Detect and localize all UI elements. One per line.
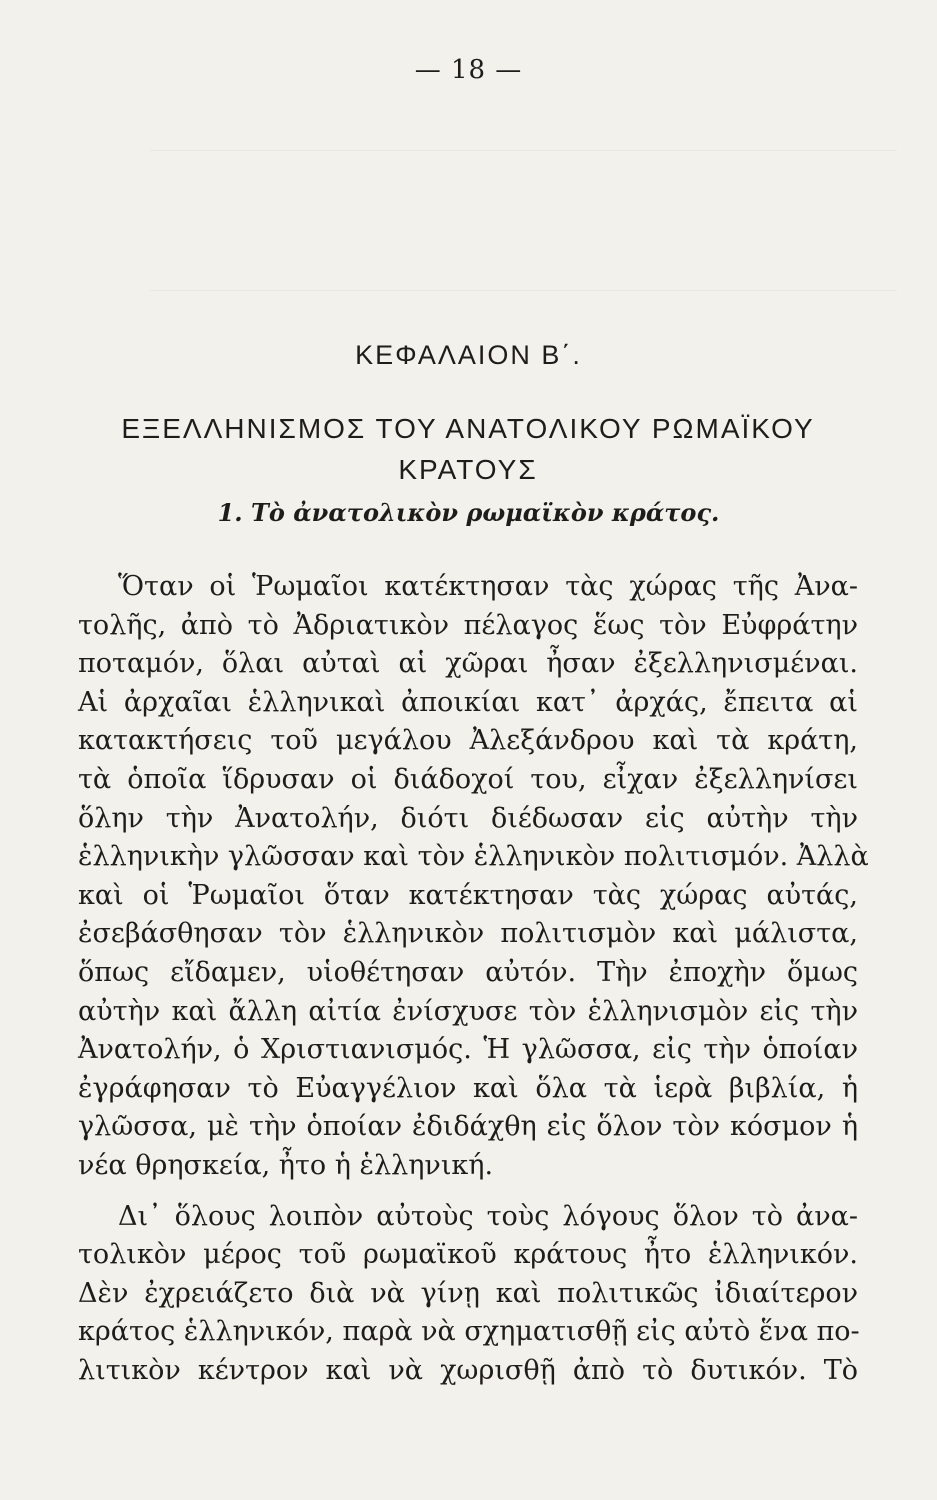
paragraph-1 [78,568,869,1186]
text-line: Ἀνατολήν, ὁ Χριστιανισμός. Ἡ γλῶσσα, εἰς τὴν ὁποίαν [78,1034,858,1066]
chapter-label: ΚΕΦΑΛΑΙΟΝ Β΄. [355,340,582,370]
text-line: τολικὸν μέρος τοῦ ρωμαϊκοῦ κράτους ἦτο ἑλληνικόν. [78,1239,858,1271]
page-number: — 18 — [414,55,523,85]
text-line: κατακτήσεις τοῦ μεγάλου Ἀλεξάνδρου καὶ τὰ κράτη, [78,725,858,757]
text-line: ἐσεβάσθησαν τὸν ἑλληνικὸν πολιτισμὸν καὶ μάλιστα, [78,918,858,950]
text-line: καὶ οἱ Ῥωμαῖοι ὅταν κατέκτησαν τὰς χώρας αὐτάς, [78,879,858,911]
text-line: ὅλην τὴν Ἀνατολήν, διότι διέδωσαν εἰς αὐτὴν τὴν [78,802,858,834]
text-line: Δὲν ἐχρειάζετο διὰ νὰ γίνῃ καὶ πολιτικῶς ἰδιαίτερον [78,1277,858,1309]
text-line: τολῆς, ἀπὸ τὸ Ἀδριατικὸν πέλαγος ἕως τὸν Εὐφράτην [78,609,858,641]
text-line: ὅπως εἴδαμεν, υἱοθέτησαν αὐτόν. Τὴν ἐποχὴν ὅμως [78,956,858,988]
bleed-through-line [150,290,897,291]
text-line: νέα θρησκεία, ἦτο ἡ ἑλληνική. [78,1149,494,1181]
text-line: κράτος ἑλληνικόν, παρὰ νὰ σχηματισθῇ εἰς αὐτὸ ἕνα πο- [78,1316,860,1348]
chapter-title-line: ΚΡΑΤΟΥΣ [398,454,538,485]
text-line: λιτικὸν κέντρον καὶ νὰ χωρισθῇ ἀπὸ τὸ δυτικόν. Τὸ [78,1354,858,1386]
text-line: ἑλληνικὴν γλῶσσαν καὶ τὸν ἑλληνικὸν πολιτισμόν. Ἀλλὰ [78,841,869,873]
text-line: ἐγράφησαν τὸ Εὐαγγέλιον καὶ ὅλα τὰ ἱερὰ βιβλία, ἡ [78,1072,858,1104]
chapter-title-line: ΕΞΕΛΛΗΝΙΣΜΟΣ ΤΟΥ ΑΝΑΤΟΛΙΚΟΥ ΡΩΜΑΪΚΟΥ [121,413,815,444]
text-line: Δι᾽ ὅλους λοιπὸν αὐτοὺς τοὺς λόγους ὅλον τὸ ἀνα- [118,1200,858,1232]
section-heading: 1. Τὸ ἀνατολικὸν ρωμαϊκὸν κράτος. [217,498,720,527]
paragraph-2 [78,1198,858,1391]
chapter-title [78,408,858,490]
body-text [78,568,869,1390]
text-line: γλῶσσα, μὲ τὴν ὁποίαν ἐδιδάχθη εἰς ὅλον τὸν κόσμον ἡ [78,1111,858,1143]
bleed-through-line [150,150,897,151]
text-line: Ὅταν οἱ Ῥωμαῖοι κατέκτησαν τὰς χώρας τῆς Ἀνα- [118,571,858,602]
paragraph-gap [78,1186,858,1198]
text-line: τὰ ὁποῖα ἵδρυσαν οἱ διάδοχοί του, εἶχαν ἐξελληνίσει [78,763,858,795]
text-line: αὐτὴν καὶ ἄλλη αἰτία ἐνίσχυσε τὸν ἑλληνισμὸν εἰς τὴν [78,995,858,1027]
text-line: Αἱ ἀρχαῖαι ἑλληνικαὶ ἀποικίαι κατ᾽ ἀρχάς, ἔπειτα αἱ [78,686,858,718]
text-line: ποταμόν, ὅλαι αὐταὶ αἱ χῶραι ἦσαν ἐξελληνισμέναι. [78,648,858,680]
